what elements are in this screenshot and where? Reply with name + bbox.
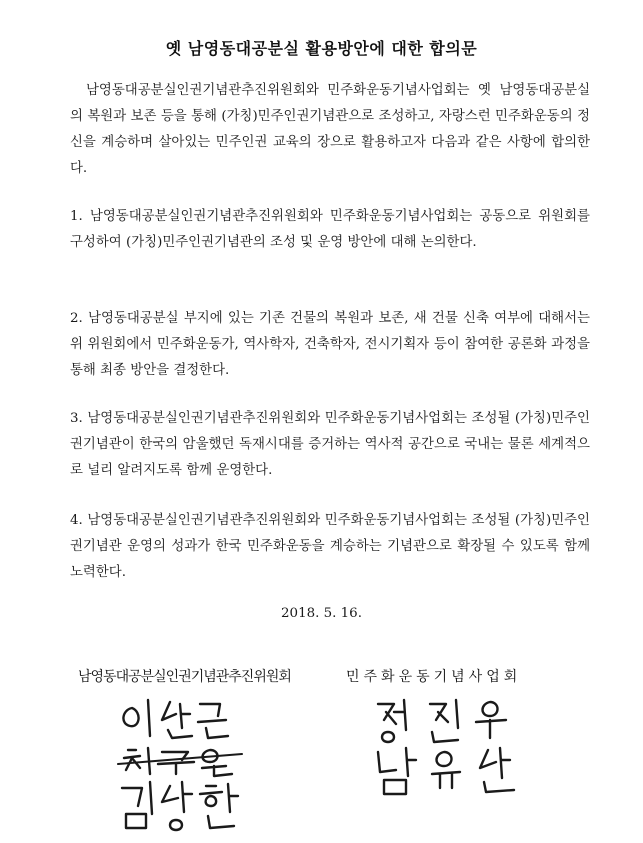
agreement-item-2: 2. 남영동대공분실 부지에 있는 기존 건물의 복원과 보존, 새 건물 신축 여부에 대해서는 위 위원회에서 민주화운동가, 역사학자, 건축학자, 전시기획자 등이 참여한 공론화 과정을 통해 최종 방안을 결정한다. (70, 311, 590, 378)
agreement-item-4: 4. 남영동대공분실인권기념관추진위원회와 민주화운동기념사업회는 조성될 (가칭)민주인권기념관 운영의 성과가 한국 민주화운동을 계승하는 기념관으로 확장될 수 있도록 함께 노력한다. (70, 513, 590, 580)
agreement-item-3: 3. 남영동대공분실인권기념관추진위원회와 민주화운동기념사업회는 조성될 (가칭)민주인권기념관이 한국의 암울했던 독재시대를 증거하는 역사적 공간으로 국내는 물론 세계적으로 널리 알려지도록 함께 운영한다. (70, 411, 590, 478)
right-signatures (360, 690, 560, 800)
right-organization-name: 민주화운동기념사업회 (346, 668, 522, 684)
agreement-item-1: 1. 남영동대공분실인권기념관추진위원회와 민주화운동기념사업회는 공동으로 위원회를 구성하여 (가칭)민주인권기념관의 조성 및 운영 방안에 대해 논의한다. (70, 209, 590, 250)
left-signatures (92, 690, 292, 840)
document-title: 옛 남영동대공분실 활용방안에 대한 합의문 (165, 39, 478, 58)
agreement-date: 2018. 5. 16. (281, 606, 362, 621)
intro-paragraph: 남영동대공분실인권기념관추진위원회와 민주화운동기념사업회는 옛 남영동대공분실의 복원과 보존 등을 통해 (가칭)민주인권기념관으로 조성하고, 자랑스런 민주화운동의 정신을 계승하며 살아있는 민주인권 교육의 장으로 활용하고자 다음과 같은 사항에 합의한다. (70, 83, 590, 176)
left-organization-name: 남영동대공분실인권기념관추진위원회 (78, 668, 291, 684)
